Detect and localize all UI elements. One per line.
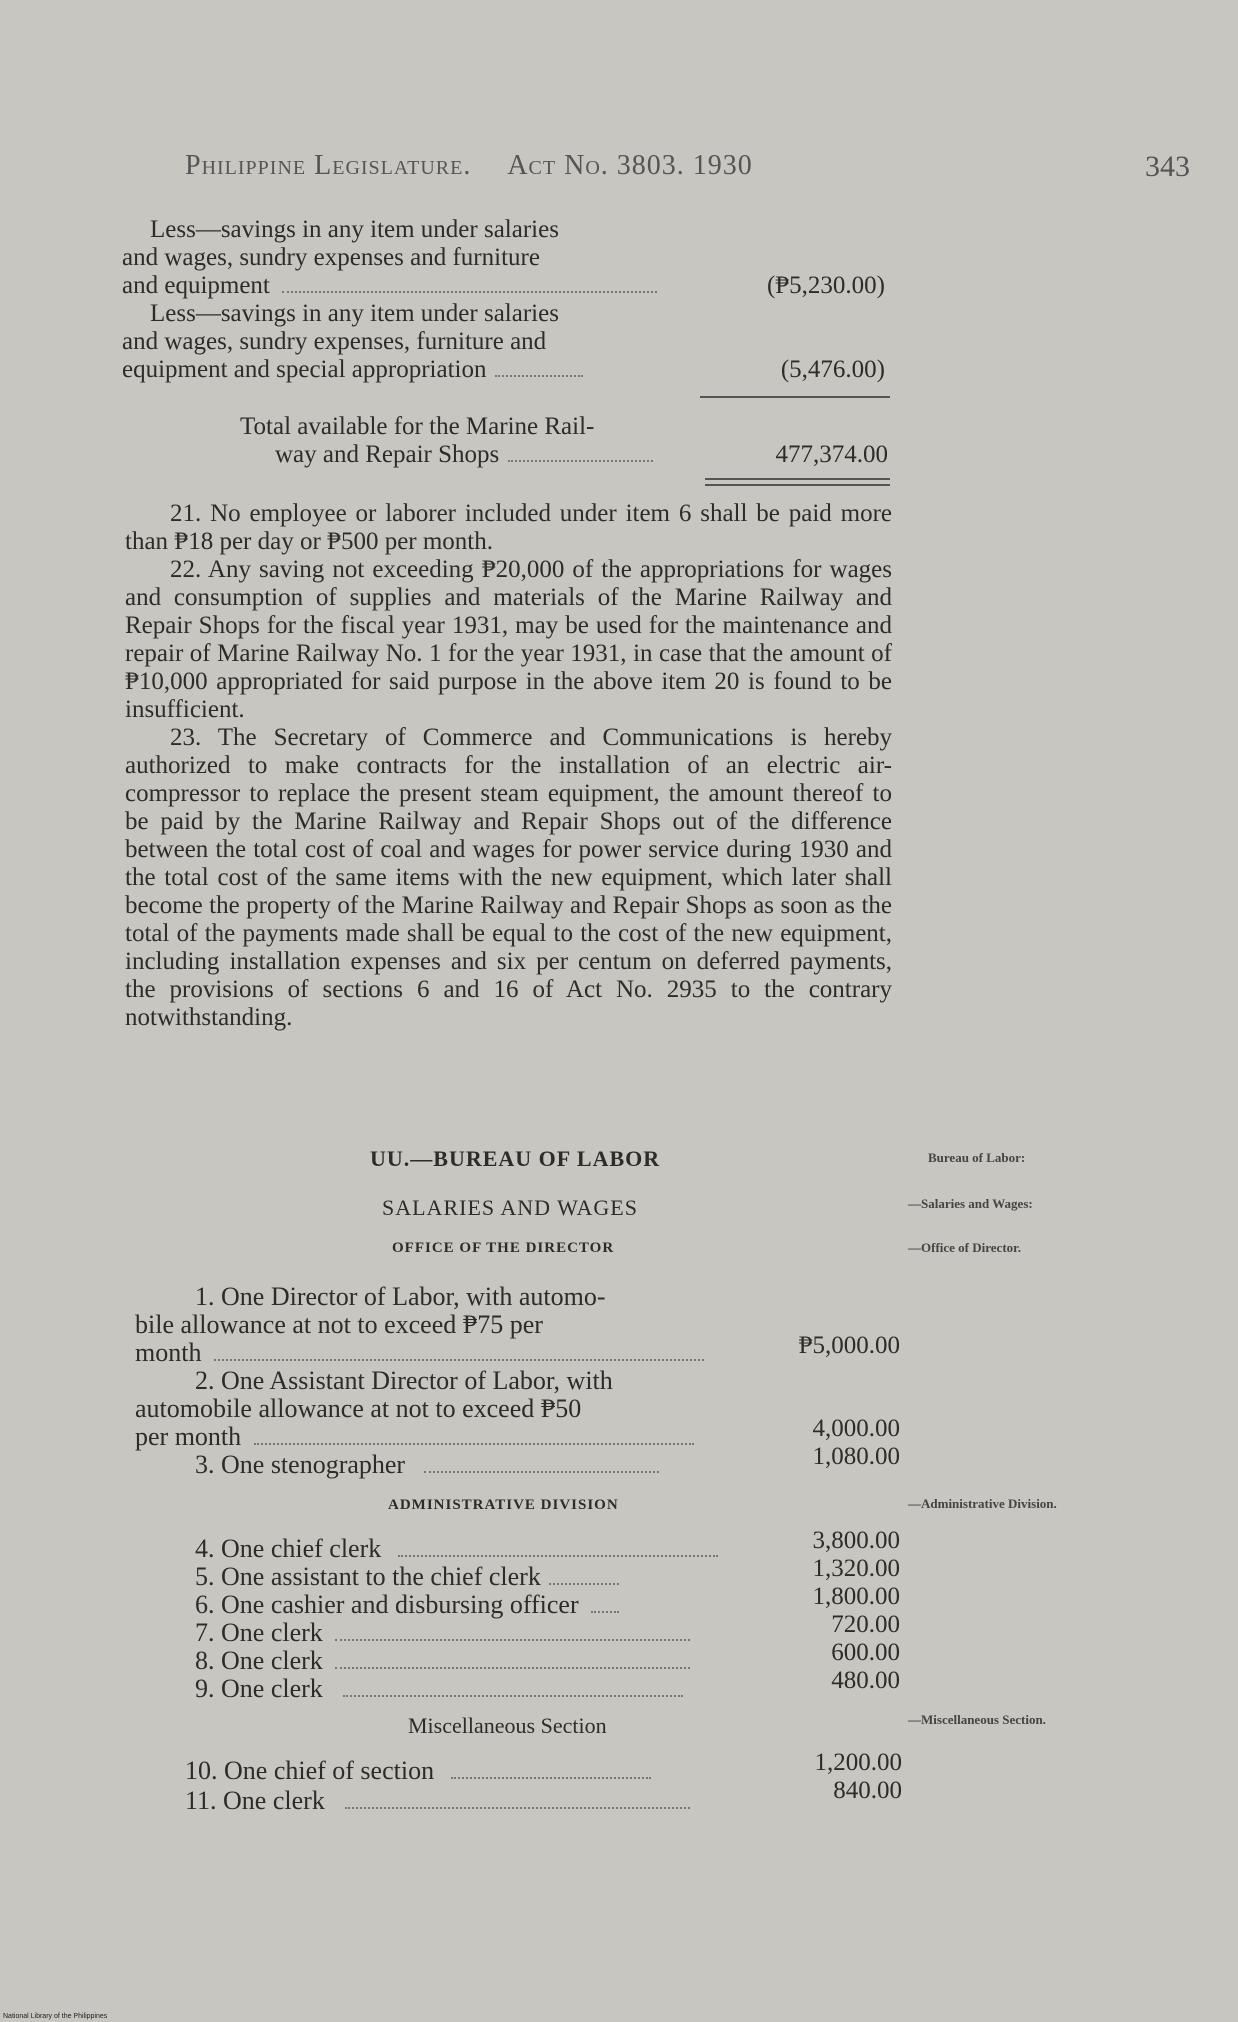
item-2-line-2: automobile allowance at not to exceed ₱50 xyxy=(135,1394,582,1423)
paragraph-22: 22. Any saving not exceeding ₱20,000 of the appropriations for wages and consumption of supplies and materials of the Marine Railway and Repair Shops for the fiscal year 1931, may be used for the maintenance and repair of Marine Railway No. 1 for the year 1931, in case that the amount of ₱10,000 appropriated for said purpose in the above item 20 is found to be insufficient. xyxy=(125,556,892,723)
item-11-wrap xyxy=(185,1787,690,1815)
dot-leader xyxy=(451,1776,651,1779)
item-9-label: 9. One clerk xyxy=(195,1674,323,1703)
running-header xyxy=(185,150,753,182)
dot-leader xyxy=(508,459,653,462)
item-5-label: 5. One assistant to the chief clerk xyxy=(195,1562,541,1591)
margin-note-salaries: —Salaries and Wages: xyxy=(908,1196,1033,1211)
dot-leader xyxy=(254,1442,694,1445)
item-5-amount: 1,320.00 xyxy=(812,1555,900,1582)
dot-leader xyxy=(282,290,657,293)
item-3-amount: 1,080.00 xyxy=(812,1443,900,1470)
bureau-title: UU.—BUREAU OF LABOR xyxy=(370,1146,661,1171)
dot-leader xyxy=(214,1358,704,1361)
running-title: Philippine Legislature. xyxy=(185,150,472,181)
item-2-line-3: per month xyxy=(135,1422,242,1451)
admin-heading: ADMINISTRATIVE DIVISION xyxy=(388,1497,619,1513)
total-amount: 477,374.00 xyxy=(775,441,888,468)
less-1-line-3-wrap xyxy=(122,272,657,300)
office-heading: OFFICE OF THE DIRECTOR xyxy=(392,1240,615,1256)
item-9-wrap xyxy=(195,1675,683,1703)
less-2-line-1: Less—savings in any item under salaries xyxy=(150,300,559,327)
item-7-label: 7. One clerk xyxy=(195,1618,323,1647)
item-8-label: 8. One clerk xyxy=(195,1646,323,1675)
item-9-amount: 480.00 xyxy=(831,1667,900,1694)
less-1-line-1: Less—savings in any item under salaries xyxy=(150,216,559,243)
item-2-line-3-wrap xyxy=(135,1423,694,1451)
total-line-1: Total available for the Marine Rail- xyxy=(240,413,595,440)
page-number: 343 xyxy=(1145,150,1190,183)
less-2-line-2: and wages, sundry expenses, furniture and xyxy=(122,328,547,355)
dot-leader xyxy=(343,1694,683,1697)
dot-leader xyxy=(424,1470,659,1473)
item-4-label: 4. One chief clerk xyxy=(195,1534,382,1563)
item-11-amount: 840.00 xyxy=(833,1777,902,1804)
dot-leader xyxy=(345,1806,690,1809)
item-1-line-3-wrap xyxy=(135,1339,704,1367)
less-2-amount: (5,476.00) xyxy=(780,356,885,383)
item-7-amount: 720.00 xyxy=(831,1611,900,1638)
margin-note-misc: —Miscellaneous Section. xyxy=(908,1712,1046,1727)
salaries-heading: SALARIES AND WAGES xyxy=(382,1195,638,1220)
paragraph-23: 23. The Secretary of Commerce and Communications is hereby authorized to make contracts for the installation of an electric air-compressor to replace the present steam equipment, the amount thereof to be paid by the Marine Railway and Repair Shops out of the difference between the total cost of coal and wages for power service during 1930 and the total cost of the same items with the new equipment, which later shall become the property of the Marine Railway and Repair Shops as soon as the total of the payments made shall be equal to the cost of the new equipment, including installation expenses and six per centum on deferred payments, the provisions of sections 6 and 16 of Act No. 2935 to the contrary notwithstanding. xyxy=(125,724,892,1031)
less-1-line-2: and wages, sundry expenses and furniture xyxy=(122,244,540,271)
dot-leader xyxy=(495,374,583,377)
double-rule-top xyxy=(705,478,890,480)
item-6-amount: 1,800.00 xyxy=(812,1583,900,1610)
item-1-line-1: 1. One Director of Labor, with automo- xyxy=(195,1282,606,1311)
provisions-text xyxy=(125,500,892,1032)
item-6-label: 6. One cashier and disbursing officer xyxy=(195,1590,579,1619)
less-2-line-3-wrap xyxy=(122,356,583,384)
less-1-amount: (₱5,230.00) xyxy=(766,272,885,299)
margin-note-admin: —Administrative Division. xyxy=(908,1496,1057,1511)
item-8-amount: 600.00 xyxy=(831,1639,900,1666)
item-1-line-3: month xyxy=(135,1338,202,1367)
dot-leader xyxy=(591,1610,619,1613)
item-1-amount: ₱5,000.00 xyxy=(798,1332,900,1359)
misc-heading: Miscellaneous Section xyxy=(408,1713,607,1738)
dot-leader xyxy=(398,1554,718,1557)
less-2-line-3: equipment and special appropriation xyxy=(122,356,487,383)
dot-leader xyxy=(549,1582,619,1585)
paragraph-21: 21. No employee or laborer included under item 6 shall be paid more than ₱18 per day or ₱500 per month. xyxy=(125,500,892,555)
item-4-wrap xyxy=(195,1535,718,1563)
item-10-label: 10. One chief of section xyxy=(185,1756,435,1785)
scan-credit: National Library of the Philippines xyxy=(3,2013,108,2020)
item-2-amount: 4,000.00 xyxy=(812,1415,900,1442)
dot-leader xyxy=(335,1638,690,1641)
item-5-wrap xyxy=(195,1563,619,1591)
item-4-amount: 3,800.00 xyxy=(812,1527,900,1554)
total-line-2-wrap xyxy=(275,441,653,469)
item-11-label: 11. One clerk xyxy=(185,1786,325,1815)
double-rule-bottom xyxy=(705,484,890,486)
act-number: Act No. 3803. 1930 xyxy=(507,150,753,181)
less-1-line-3: and equipment xyxy=(122,272,270,299)
item-3-wrap xyxy=(195,1451,659,1479)
item-2-line-1: 2. One Assistant Director of Labor, with xyxy=(195,1366,613,1395)
item-1-line-2: bile allowance at not to exceed ₱75 per xyxy=(135,1310,543,1339)
sum-rule xyxy=(700,396,890,398)
margin-note-bureau: Bureau of Labor: xyxy=(928,1150,1026,1165)
margin-note-office: —Office of Director. xyxy=(908,1240,1021,1255)
item-3-label: 3. One stenographer xyxy=(195,1450,406,1479)
item-10-wrap xyxy=(185,1757,651,1785)
item-7-wrap xyxy=(195,1619,690,1647)
item-8-wrap xyxy=(195,1647,690,1675)
total-line-2: way and Repair Shops xyxy=(275,441,500,468)
item-10-amount: 1,200.00 xyxy=(814,1749,902,1776)
item-6-wrap xyxy=(195,1591,619,1619)
dot-leader xyxy=(335,1666,690,1669)
